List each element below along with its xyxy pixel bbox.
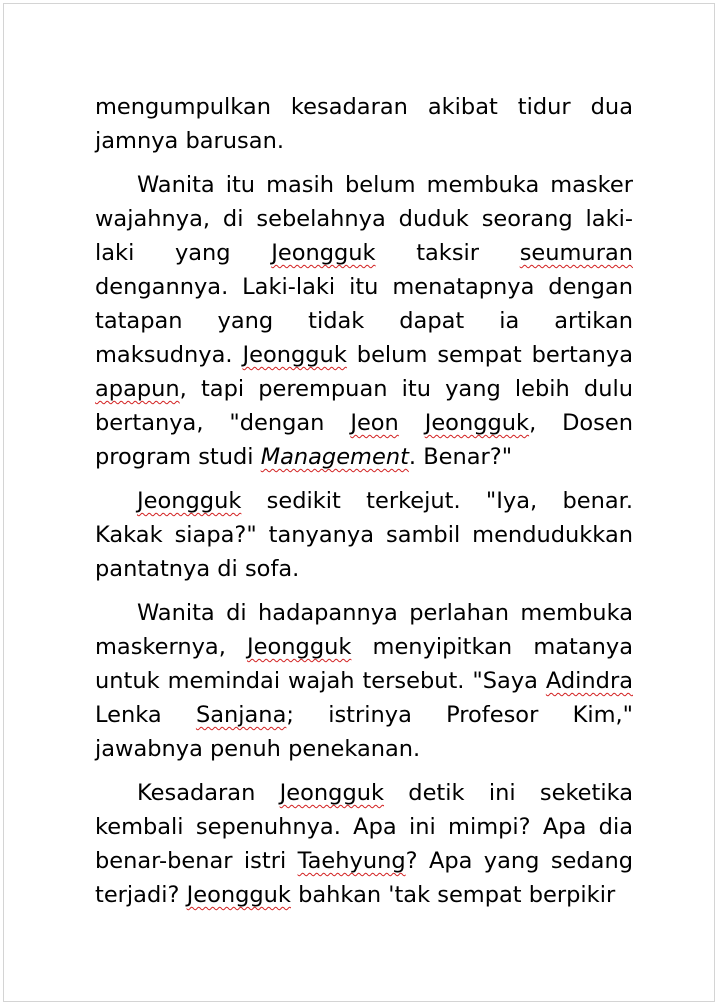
text-run: bahkan 'tak sempat berpikir (290, 882, 616, 908)
text-run: ; istrinya Profesor Kim," jawabnya penuh penekanan. (95, 702, 633, 762)
text-run: sedikit terkejut. "Iya, benar. Kakak siapa?" tanyanya sambil mendudukkan pantatnya di sofa. (95, 488, 633, 582)
text-run: Wanita itu masih belum membuka masker wajahnya, di sebelahnya duduk seorang laki-laki yang (95, 172, 633, 266)
paragraph-p4 (95, 596, 633, 766)
text-run: mengumpulkan kesadaran akibat tidur dua jamnya barusan. (95, 94, 633, 154)
text-run: taksir (375, 240, 520, 266)
paragraph-p5 (95, 776, 633, 912)
spellcheck-flagged-word: seumuran (519, 240, 633, 266)
text-run: , tapi perempuan itu yang lebih dulu bertanya, "dengan (95, 376, 633, 436)
text-run: detik ini seketika kembali sepenuhnya. Apa ini mimpi? Apa dia benar-benar istri (95, 780, 634, 874)
spellcheck-flagged-word: Jeongguk (247, 634, 352, 660)
spellcheck-flagged-word: Jeongguk (424, 410, 530, 436)
spellcheck-flagged-word: Taehyung (297, 848, 406, 874)
text-run: ? Apa yang sedang terjadi? (95, 848, 633, 908)
text-run: menyipitkan matanya untuk memindai wajah tersebut. "Saya (95, 634, 633, 694)
text-run (399, 410, 425, 436)
document-page (3, 3, 715, 1002)
text-run: Wanita di hadapannya perlahan membuka maskernya, (95, 600, 633, 660)
spellcheck-flagged-word: apapun (95, 376, 180, 402)
text-run: Lenka (95, 702, 196, 728)
spellcheck-flagged-word: Adindra (545, 668, 633, 694)
paragraph-p3 (95, 484, 633, 586)
page-body (95, 90, 633, 922)
text-run: . Benar?" (408, 444, 513, 470)
spellcheck-flagged-word: Sanjana (195, 702, 287, 728)
text-run: belum sempat bertanya (346, 342, 634, 368)
text-run: , Dosen program studi (95, 410, 633, 470)
spellcheck-flagged-word: Jeongguk (271, 240, 376, 266)
spellcheck-flagged-word: Jeongguk (279, 780, 385, 806)
text-run: Kesadaran (137, 780, 280, 806)
spellcheck-flagged-word: Jeongguk (242, 342, 347, 368)
spellcheck-flagged-word: Jeongguk (137, 488, 242, 514)
spellcheck-flagged-word: Jeongguk (186, 882, 291, 908)
paragraph-p2 (95, 168, 633, 474)
spellcheck-flagged-word: Management (260, 444, 409, 470)
text-run: dengannya. Laki-laki itu menatapnya dengan tatapan yang tidak dapat ia artikan maksudnya. (95, 274, 633, 368)
paragraph-p1 (95, 90, 633, 158)
spellcheck-flagged-word: Jeon (350, 410, 399, 436)
